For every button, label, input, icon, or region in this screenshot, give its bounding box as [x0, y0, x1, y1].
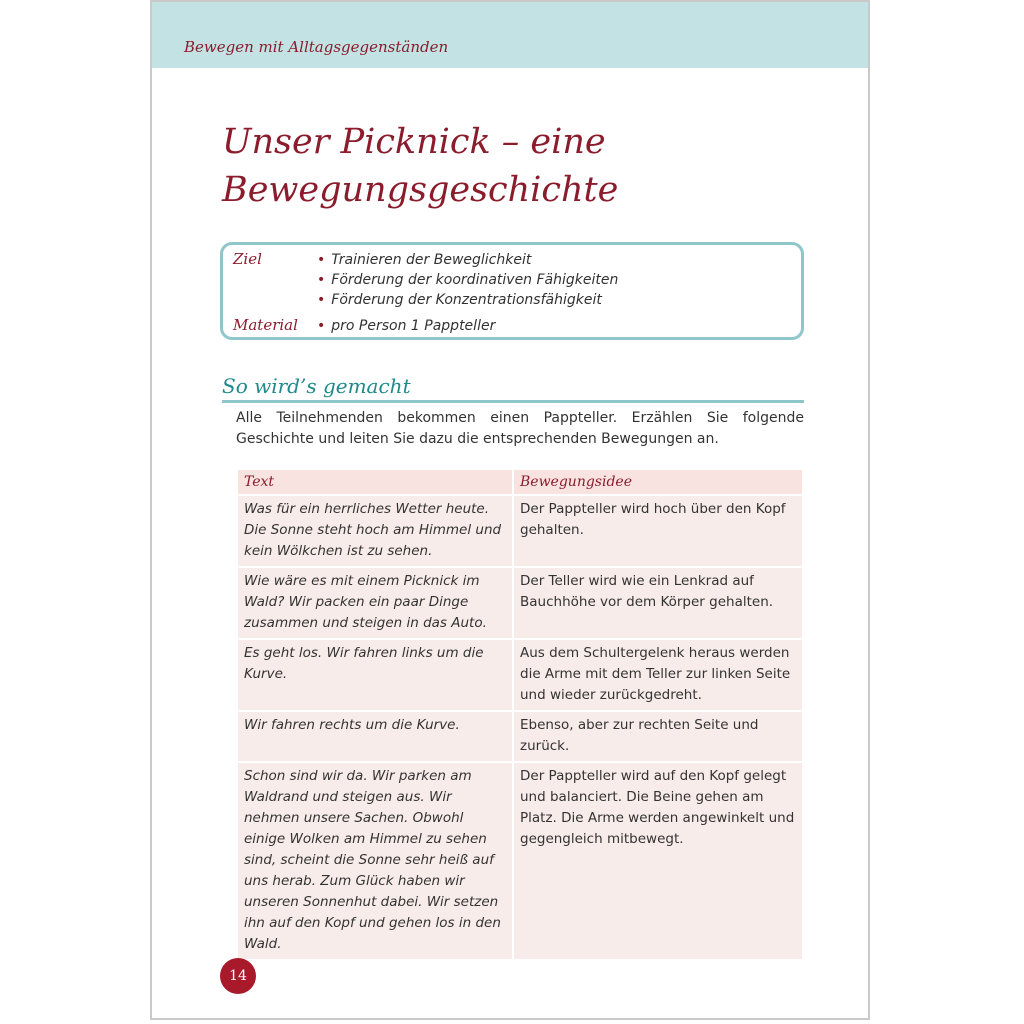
column-header-movement: Bewegungsidee: [514, 470, 802, 494]
story-cell: Schon sind wir da. Wir parken am Waldrand und steigen aus. Wir nehmen unsere Sachen. Obwohl einige Wolken am Himmel zu sehen sind, scheint die Sonne sehr heiß auf uns herab. Zum Glück haben wir unseren Sonnenhut dabei. Wir setzen ihn auf den Kopf und gehen los in den Wald.: [238, 763, 512, 959]
movement-cell: Ebenso, aber zur rechten Seite und zurück.: [514, 712, 802, 761]
movement-cell: Der Pappteller wird hoch über den Kopf gehalten.: [514, 496, 802, 566]
table-row: [238, 763, 802, 959]
chapter-header: Bewegen mit Alltagsgegenständen: [184, 38, 449, 56]
material-item: • pro Person 1 Pappteller: [317, 318, 496, 334]
story-cell: Wir fahren rechts um die Kurve.: [238, 712, 512, 761]
title-line-2: Bewegungsgeschichte: [222, 170, 619, 210]
bullet-icon: •: [317, 318, 326, 334]
movement-cell: Der Teller wird wie ein Lenkrad auf Bauchhöhe vor dem Körper gehalten.: [514, 568, 802, 638]
table-row: [238, 640, 802, 710]
page-number-badge: [220, 958, 256, 994]
table-row: [238, 496, 802, 566]
page-title: [222, 118, 782, 214]
bullet-icon: •: [317, 272, 326, 288]
table-header-row: [238, 470, 802, 494]
ziel-item: • Förderung der Konzentrationsfähigkeit: [317, 292, 602, 308]
page-number: 14: [229, 968, 247, 984]
story-cell: Wie wäre es mit einem Picknick im Wald? Wir packen ein paar Dinge zusammen und steigen in das Auto.: [238, 568, 512, 638]
table-row: [238, 568, 802, 638]
column-header-text: Text: [238, 470, 512, 494]
ziel-item: • Förderung der koordinativen Fähigkeiten: [317, 272, 619, 288]
ziel-item: • Trainieren der Beweglichkeit: [317, 252, 532, 268]
intro-paragraph: Alle Teilnehmenden bekommen einen Pappteller. Erzählen Sie folgende Geschichte und leiten Sie dazu die entsprechenden Bewegungen an.: [236, 410, 804, 447]
book-page: [150, 0, 870, 1020]
section-heading: So wird’s gemacht: [222, 374, 804, 403]
header-band: [152, 2, 868, 68]
table-row: [238, 712, 802, 761]
story-cell: Es geht los. Wir fahren links um die Kurve.: [238, 640, 512, 710]
movement-cell: Aus dem Schultergelenk heraus werden die Arme mit dem Teller zur linken Seite und wieder zurückgedreht.: [514, 640, 802, 710]
title-line-1: Unser Picknick – eine: [222, 122, 606, 162]
info-box: [220, 242, 804, 340]
story-cell: Was für ein herrliches Wetter heute. Die Sonne steht hoch am Himmel und kein Wölkchen ist zu sehen.: [238, 496, 512, 566]
material-label: Material: [233, 316, 298, 334]
story-table: [236, 468, 804, 961]
bullet-icon: •: [317, 252, 326, 268]
material-list: [317, 316, 495, 336]
ziel-list: [317, 250, 618, 310]
ziel-label: Ziel: [233, 250, 262, 268]
movement-cell: Der Pappteller wird auf den Kopf gelegt und balanciert. Die Beine gehen am Platz. Die Arme werden angewinkelt und gegengleich mitbewegt.: [514, 763, 802, 959]
bullet-icon: •: [317, 292, 326, 308]
